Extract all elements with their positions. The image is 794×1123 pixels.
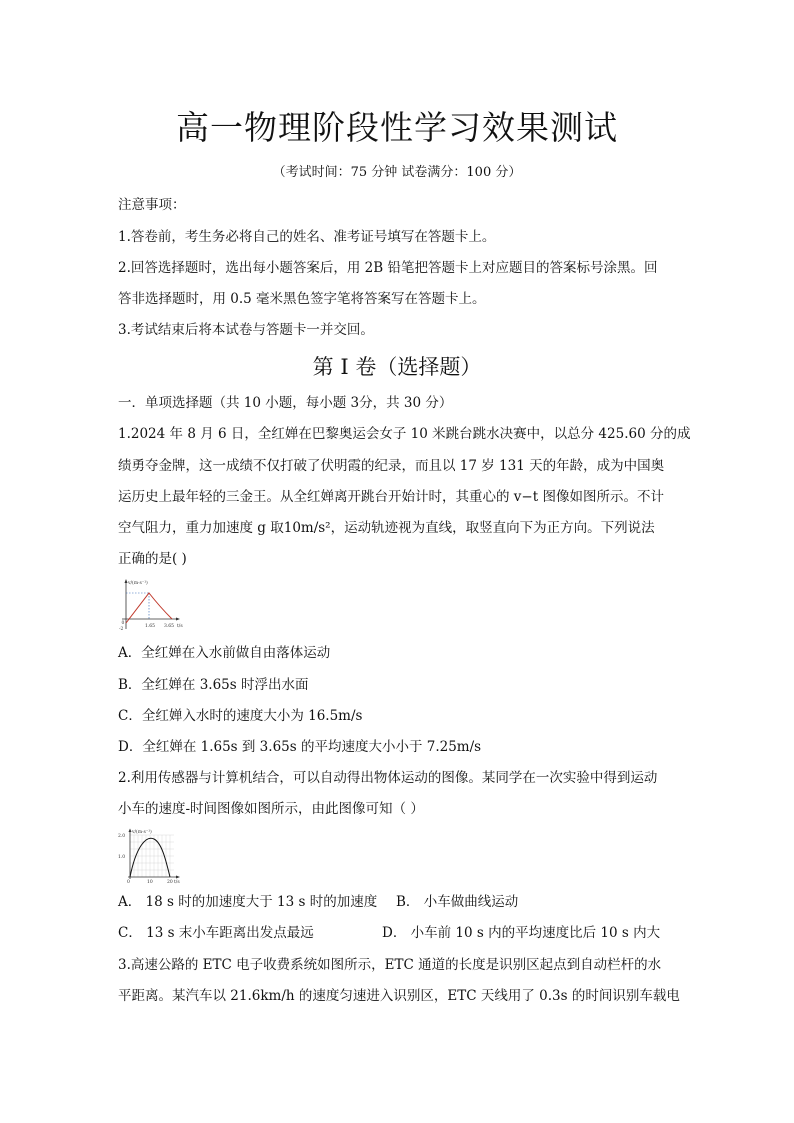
q1-option-b[interactable]: B．全红婵在 3.65s 时浮出水面 [118,677,309,693]
x-tick: 0 [127,880,130,885]
tick-label: 1.65 [145,624,156,629]
question-1-text: 运历史上最年轻的三金王。从全红婵离开跳台开始计时，其重心的 v−t 图像如图所示。不计 [118,489,664,505]
x-tick: 20 [167,880,173,885]
question-1-text: 绩勇夺金牌，这一成绩不仅打破了伏明霞的纪录，而且以 17 岁 131 天的年龄，成为中国奥 [118,458,665,474]
note-item: 答非选择题时，用 0.5 毫米黑色签字笔将答案写在答题卡上。 [118,291,486,307]
x-axis-arrow [176,876,180,879]
negative-label: -2 [119,627,124,632]
question-1-text: 空气阻力，重力加速度 g 取10m/s²，运动轨迹视为直线，取竖直向下为正方向。下列说法 [118,520,655,536]
note-item: 3.考试结束后将本试卷与答题卡一并交回。 [118,322,374,338]
question-1-text: 1.2024 年 8 月 6 日，全红婵在巴黎奥运会女子 10 米跳台跳水决赛中，以总分 425.60 分的成 [118,426,691,442]
question-3-text: 平距离。某汽车以 21.6km/h 的速度匀速进入识别区，ETC 天线用了 0.3s 的时间识别车载电 [118,988,680,1004]
question-2-text: 小车的速度-时间图像如图所示，由此图像可知（ ） [118,801,424,817]
y-axis-label: v/(m·s⁻¹) [132,830,152,835]
x-axis-arrow [176,618,180,621]
y-tick: 1.0 [118,855,126,860]
origin-label: 0 [121,621,125,626]
question-3-text: 3.高速公路的 ETC 电子收费系统如图所示，ETC 通道的长度是识别区起点到自动栏杆的水 [118,957,662,973]
x-axis-label: t/s [177,624,183,629]
q2-option-d[interactable]: D． 小车前 10 s 内的平均速度比后 10 s 内大 [382,925,661,941]
q2-option-c[interactable]: C． 13 s 末小车距离出发点最远 [118,925,314,941]
x-tick: 10 [147,880,153,885]
question-1-text: 正确的是( ) [118,551,187,567]
q1-vt-graph [116,577,182,633]
q1-option-a[interactable]: A．全红婵在入水前做自由落体运动 [118,645,331,661]
q2-option-b[interactable]: B． 小车做曲线运动 [396,894,519,910]
notes-heading: 注意事项： [118,197,186,213]
part-heading: 一．单项选择题（共 10 小题，每小题 3分，共 30 分） [118,395,453,411]
y-axis-label: v/(m·s⁻¹) [128,581,148,586]
x-axis-label: t/s [174,880,180,885]
q1-option-c[interactable]: C．全红婵入水时的速度大小为 16.5m/s [118,708,363,724]
q1-option-d[interactable]: D．全红婵在 1.65s 到 3.65s 的平均速度大小小于 7.25m/s [118,739,482,755]
grid [130,835,174,877]
q2-option-a[interactable]: A． 18 s 时的加速度大于 13 s 时的加速度 [118,894,378,910]
note-item: 2.回答选择题时，选出每小题答案后，用 2B 铅笔把答题卡上对应题目的答案标号涂黑。回 [118,260,658,276]
section-title: 第 I 卷（选择题） [312,355,482,379]
question-2-text: 2.利用传感器与计算机结合，可以自动得出物体运动的图像。某同学在一次实验中得到运动 [118,770,658,786]
note-item: 1.答卷前，考生务必将自己的姓名、准考证号填写在答题卡上。 [118,229,496,245]
exam-info: （考试时间：75 分钟 试卷满分：100 分） [272,165,522,180]
q2-vt-graph [116,827,182,885]
tick-label: 3.65 [164,624,175,629]
y-tick: 2.0 [118,834,126,839]
page-title: 高一物理阶段性学习效果测试 [176,108,618,147]
